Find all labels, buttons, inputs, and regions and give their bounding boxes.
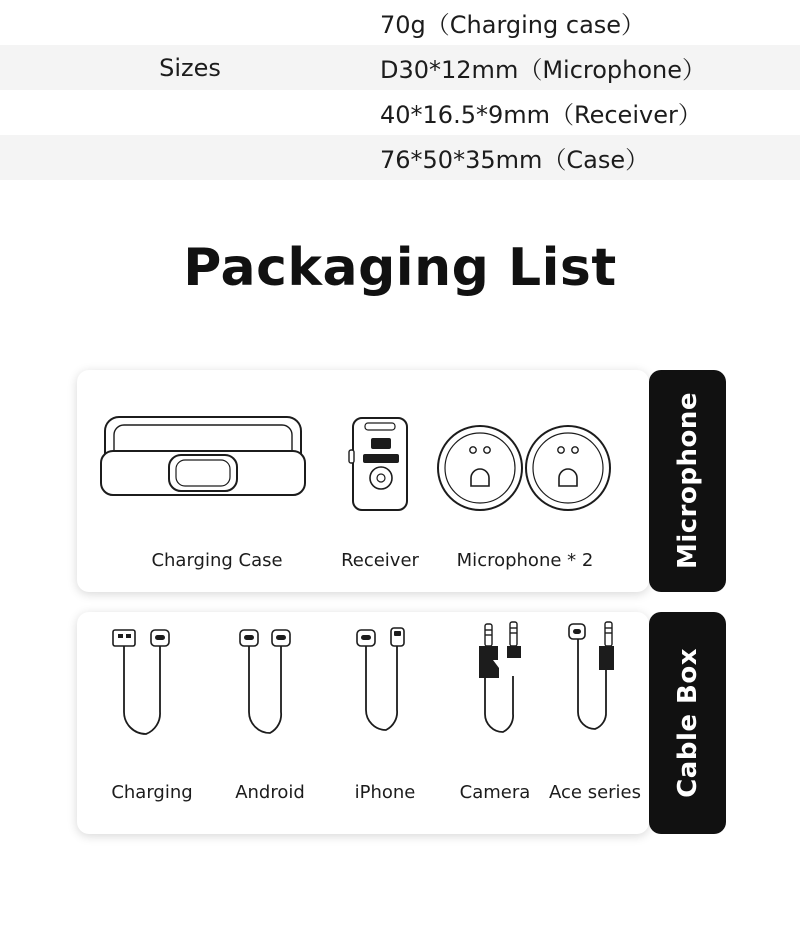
item-caption: iPhone — [354, 782, 416, 803]
cable-box-section-tab-label: Cable Box — [672, 648, 703, 798]
ace-series-cable-icon — [547, 616, 642, 776]
spec-label — [0, 0, 380, 45]
item-caption: Camera — [459, 782, 531, 803]
cable-box-card — [77, 612, 649, 834]
item-caption: Charging — [111, 782, 193, 803]
microphone-card — [77, 370, 649, 592]
cable-box-section-tab — [649, 612, 726, 834]
receiver-icon — [345, 414, 415, 518]
item-caption: Receiver — [341, 550, 419, 571]
table-row — [0, 135, 800, 180]
microphone-pair-icon — [435, 422, 615, 514]
spec-label — [0, 135, 380, 180]
specs-table — [0, 0, 800, 180]
item-caption: Charging Case — [151, 550, 283, 571]
charging-case-icon — [97, 405, 337, 525]
usb-a-to-usb-c-cable-icon — [99, 624, 194, 774]
microphone-section-tab-label: Microphone — [672, 392, 703, 570]
trs-camera-cable-icon — [455, 616, 545, 776]
item-caption: Ace series — [549, 782, 641, 803]
microphone-section-tab — [649, 370, 726, 592]
table-row — [0, 45, 800, 90]
usb-c-to-lightning-cable-icon — [339, 624, 434, 774]
table-row — [0, 90, 800, 135]
spec-label: Sizes — [159, 53, 221, 82]
item-caption: Microphone * 2 — [456, 550, 594, 571]
spec-label — [0, 90, 380, 135]
page-title: Packaging List — [183, 238, 617, 298]
item-caption: Android — [235, 782, 305, 803]
spec-value: D30*12mm（Microphone） — [380, 56, 707, 84]
spec-value: 40*16.5*9mm（Receiver） — [380, 101, 702, 129]
usb-c-to-usb-c-cable-icon — [222, 624, 317, 774]
spec-value: 70g（Charging case） — [380, 11, 646, 39]
spec-value: 76*50*35mm（Case） — [380, 146, 650, 174]
table-row — [0, 0, 800, 45]
